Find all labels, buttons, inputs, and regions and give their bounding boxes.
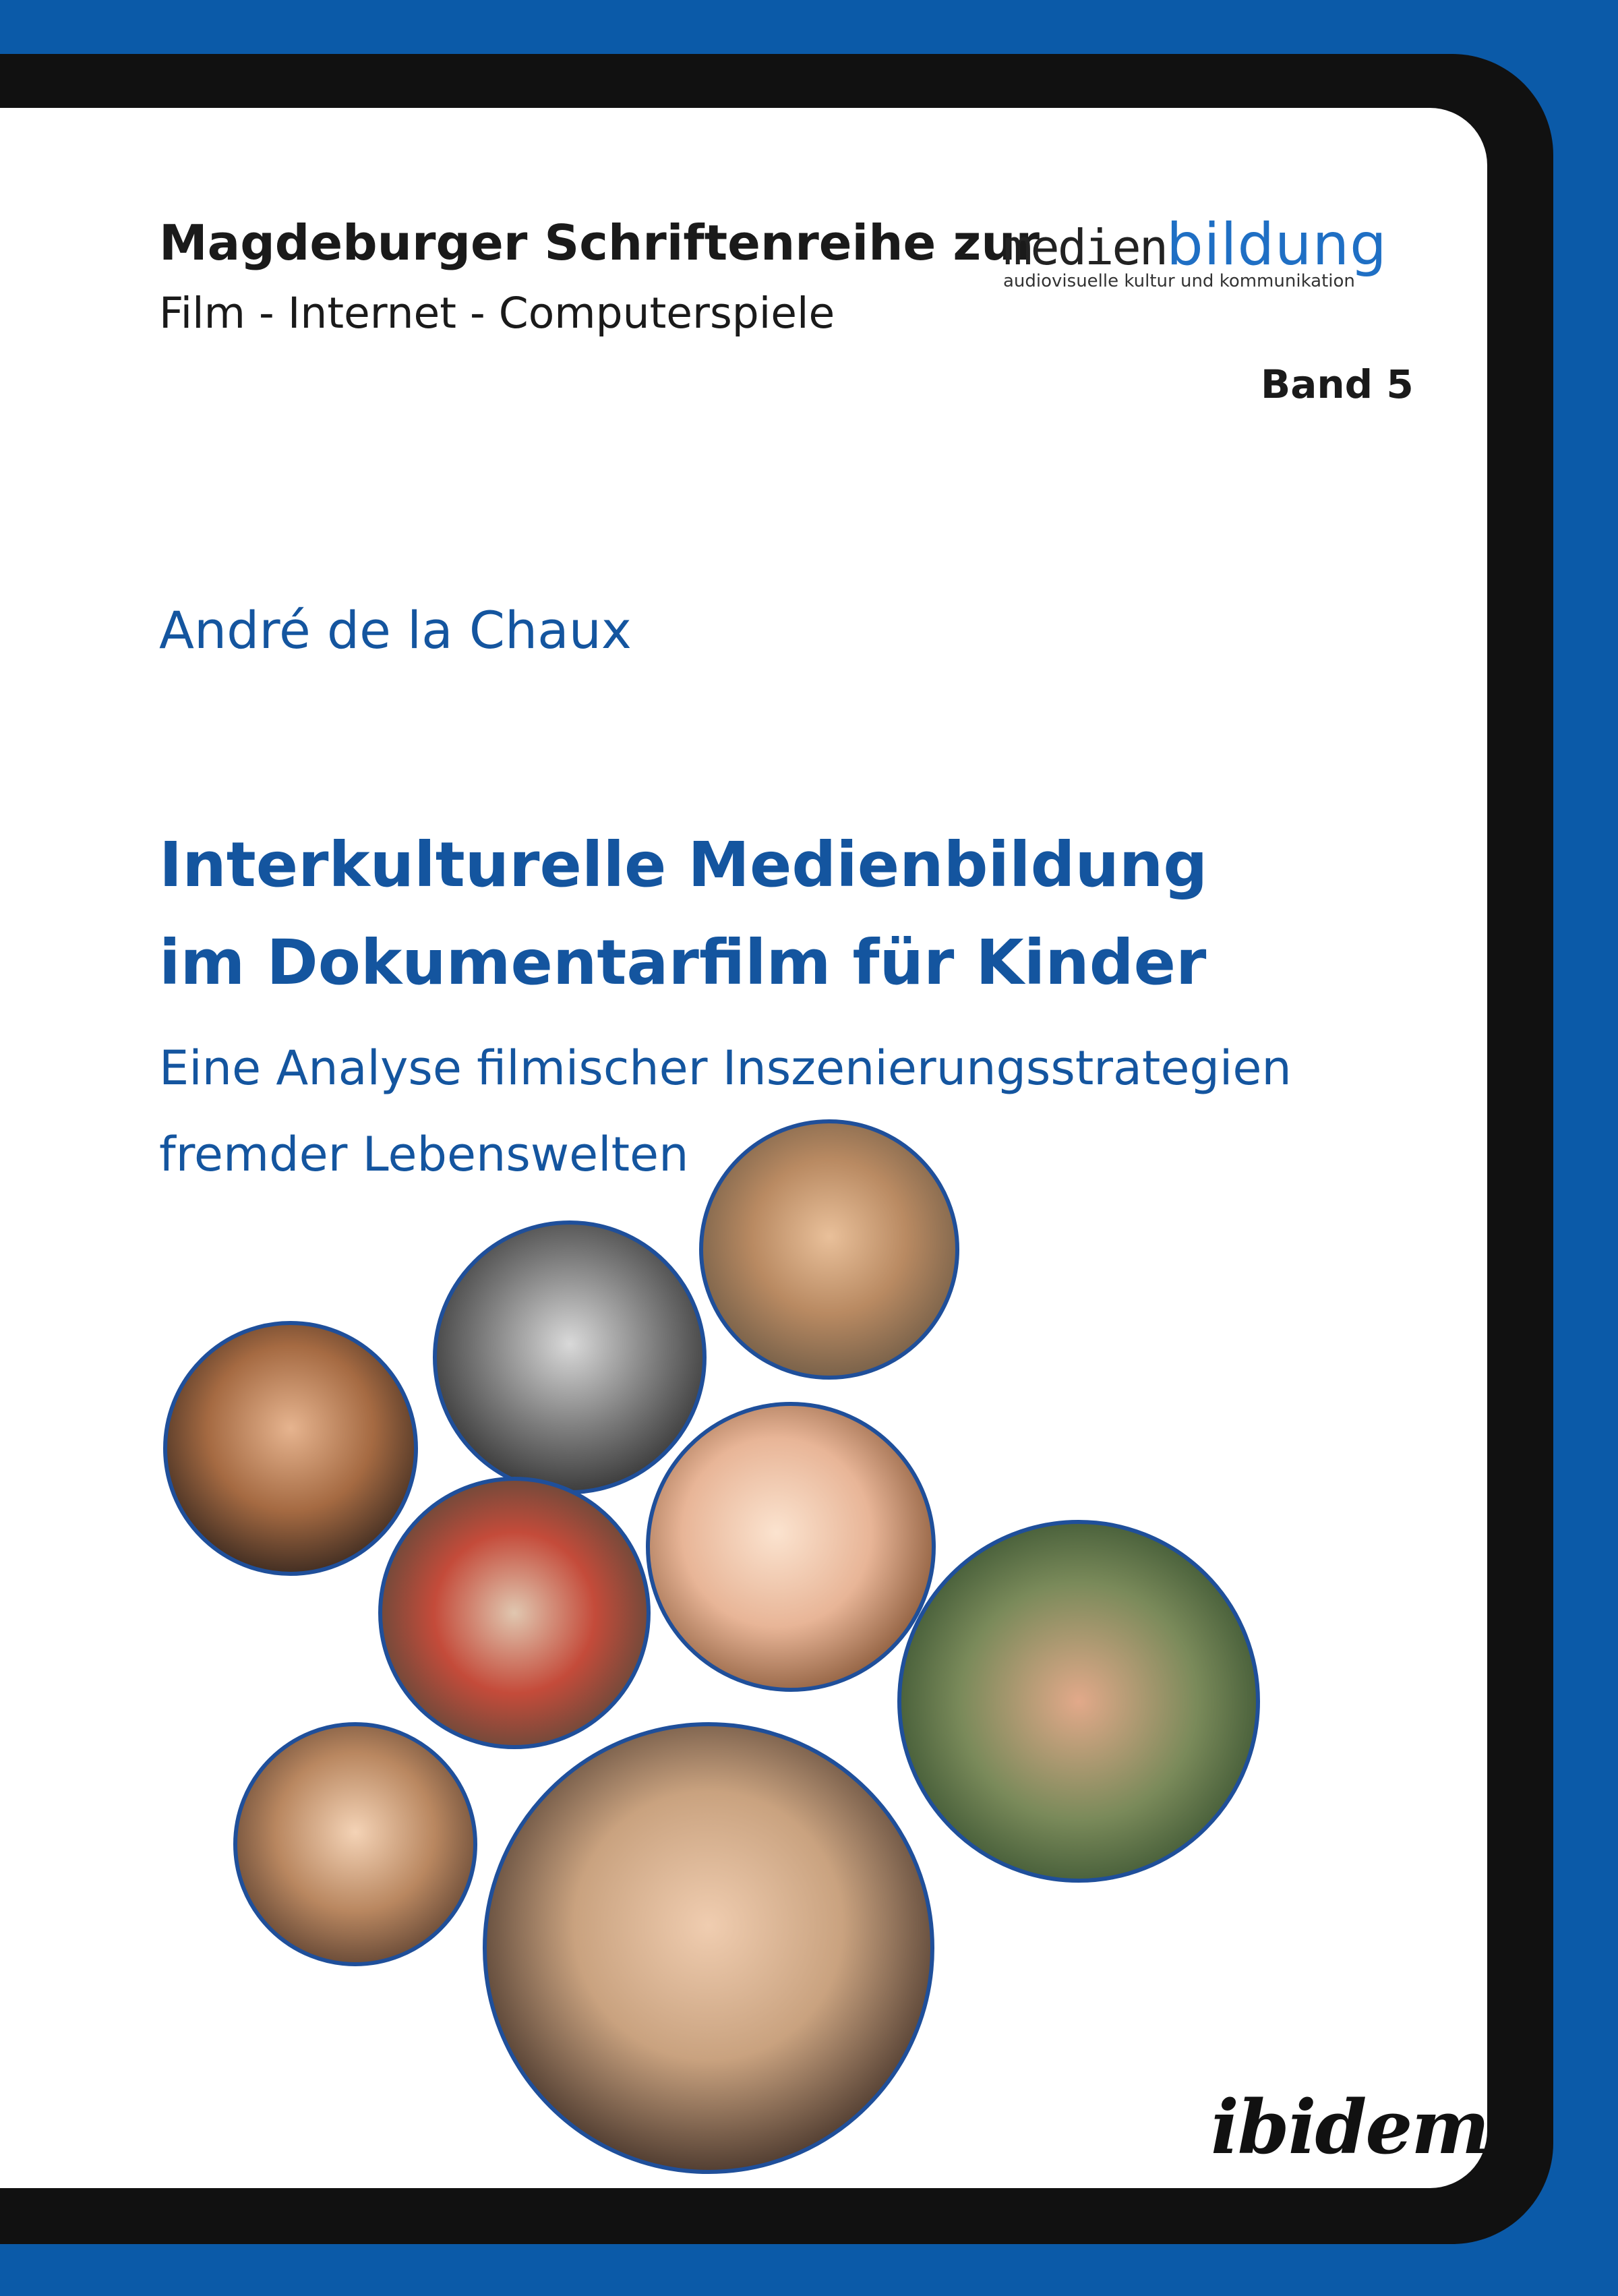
photo-circle-boy-and-girl	[899, 1522, 1258, 1881]
photo-circle-bw-child	[435, 1223, 705, 1492]
publisher-logo: ibidem	[1211, 2084, 1489, 2171]
series-title: Magdeburger Schriftenreihe zur	[159, 214, 1040, 271]
book-title-line-1: Interkulturelle Medienbildung	[159, 829, 1208, 901]
photo-circle-girl-tongue	[485, 1724, 932, 2172]
volume-number: Band 5	[1261, 361, 1414, 407]
photo-circle-girl-left	[165, 1323, 416, 1574]
logo-part-bildung: bildung	[1166, 211, 1387, 278]
book-subtitle-line-1: Eine Analyse filmischer Inszenierungsstrategien	[159, 1040, 1292, 1096]
book-title-line-2: im Dokumentarfilm für Kinder	[159, 926, 1207, 999]
logo-tagline: audiovisuelle kultur und kommunikation	[1003, 271, 1355, 291]
logo-part-medien: medien	[1003, 219, 1167, 276]
photo-circle-two-blond-kids	[648, 1404, 934, 1690]
photo-circle-three-kids	[380, 1479, 649, 1747]
author-name: André de la Chaux	[159, 600, 632, 660]
book-subtitle-line-2: fremder Lebenswelten	[159, 1127, 689, 1182]
photo-circle-three-boys	[701, 1121, 957, 1378]
photo-circle-toddler	[235, 1724, 475, 1964]
series-subtitle: Film - Internet - Computerspiele	[159, 289, 835, 338]
